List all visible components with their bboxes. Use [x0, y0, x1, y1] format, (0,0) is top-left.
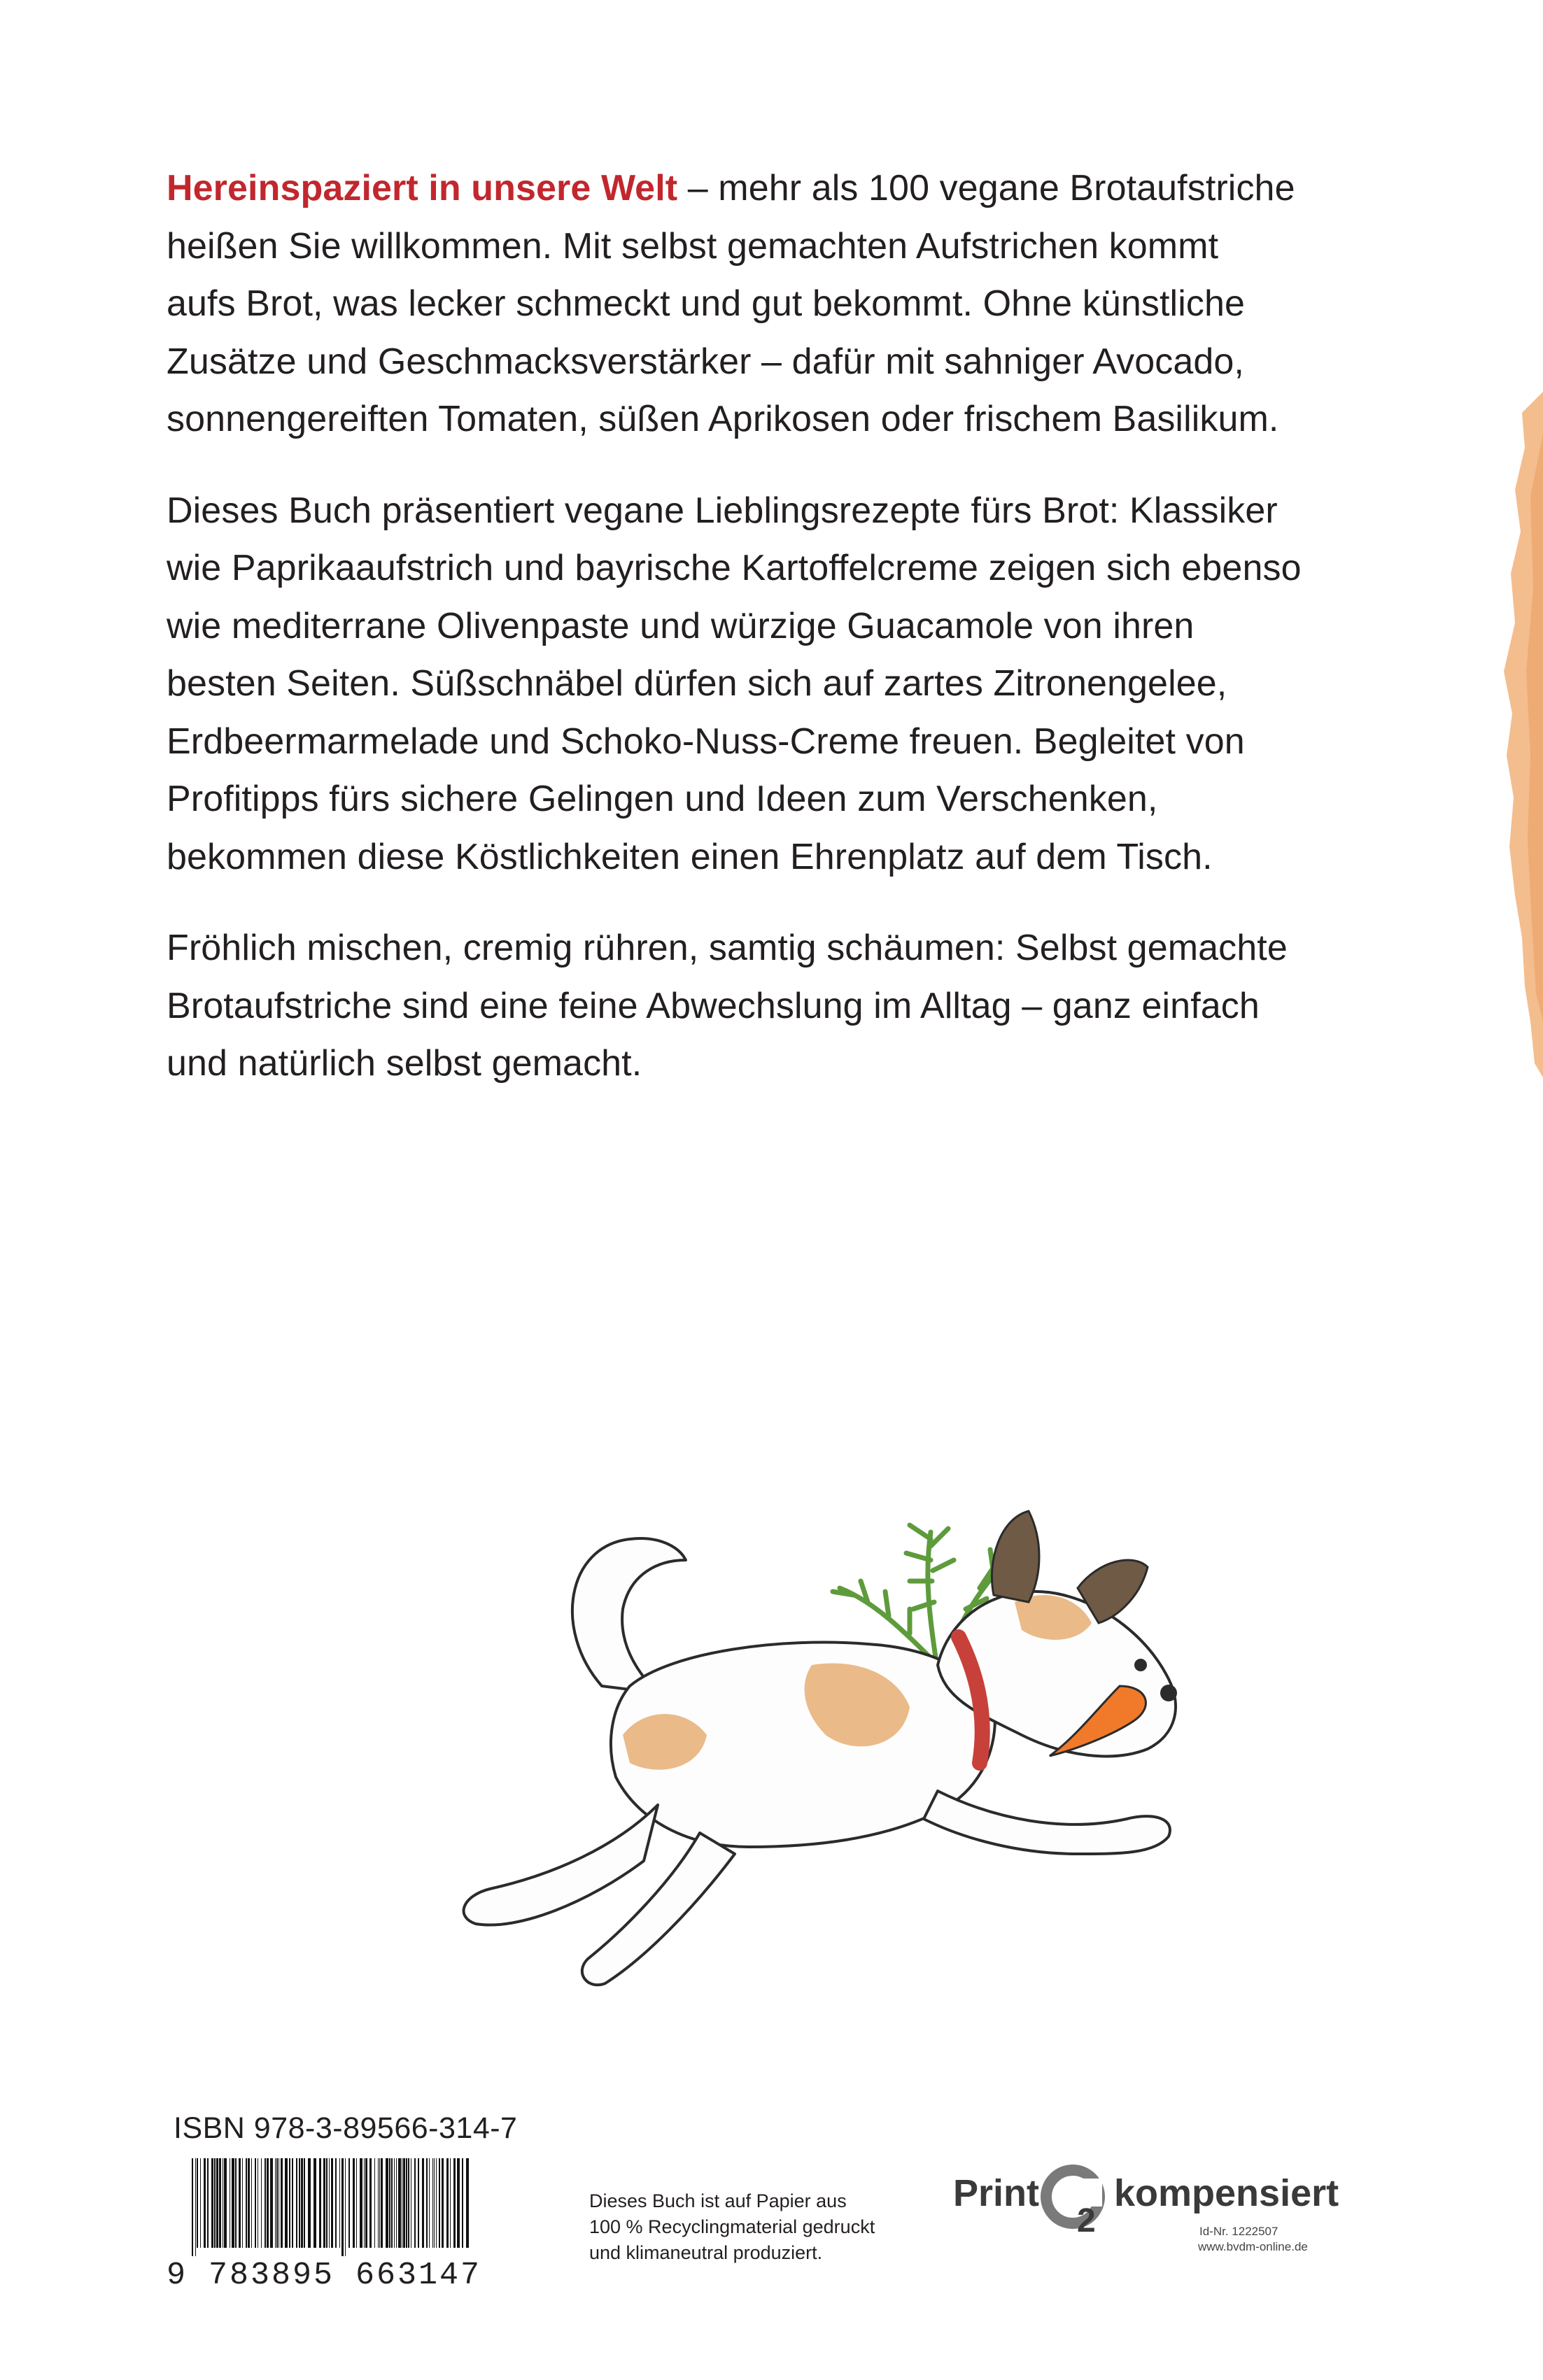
blurb-paragraph-3 [167, 919, 1321, 1093]
barcode-bar [353, 2158, 355, 2248]
barcode-bar [200, 2158, 201, 2248]
barcode-bar [276, 2158, 278, 2248]
blurb-line: wie Paprikaaufstrich und bayrische Kartoffelcreme zeigen sich ebenso [167, 548, 1302, 588]
note-line: Dieses Buch ist auf Papier aus [589, 2190, 847, 2211]
barcode-bar [192, 2158, 193, 2256]
logo-website: www.bvdm-online.de [1198, 2240, 1308, 2253]
barcode-bar [365, 2158, 367, 2248]
barcode-bar [275, 2158, 276, 2248]
barcode-bar [381, 2158, 383, 2248]
barcode-bar [308, 2158, 311, 2248]
barcode-bar [360, 2158, 362, 2248]
blurb-line: besten Seiten. Süßschnäbel dürfen sich auf zartes Zitronengelee, [167, 663, 1227, 704]
barcode-bar [418, 2158, 419, 2248]
barcode-bar [466, 2158, 469, 2248]
barcode-bar [389, 2158, 390, 2248]
barcode-bar [239, 2158, 241, 2248]
barcode-bar [339, 2158, 340, 2248]
barcode-bar [450, 2158, 451, 2248]
barcode-bar [408, 2158, 409, 2248]
co2-icon [1039, 2165, 1109, 2234]
barcode-bar [442, 2158, 444, 2248]
barcode-bar [429, 2158, 430, 2248]
blurb-line: Brotaufstriche sind eine feine Abwechslung im Alltag – ganz einfach [167, 985, 1260, 1026]
blurb-line: – mehr als 100 vegane Brotaufstriche [677, 168, 1295, 208]
barcode-bar [207, 2158, 209, 2248]
barcode-bar [348, 2158, 350, 2248]
blurb-line: Fröhlich mischen, cremig rühren, samtig schäumen: Selbst gemachte [167, 928, 1288, 968]
barcode-bar [369, 2158, 372, 2248]
barcode-bar [261, 2158, 262, 2248]
blurb-paragraph-1 [167, 160, 1321, 448]
barcode-bar [216, 2158, 218, 2248]
barcode-bar [394, 2158, 395, 2248]
barcode-bar [378, 2158, 379, 2248]
back-cover-blurb [167, 160, 1321, 1126]
barcode-bar [434, 2158, 435, 2248]
barcode-bar [453, 2158, 456, 2248]
note-line: 100 % Recyclingmaterial gedruckt [589, 2216, 875, 2237]
barcode-bar [265, 2158, 266, 2248]
logo-id-number: Id-Nr. 1222507 [1199, 2225, 1278, 2238]
barcode-bar [406, 2158, 407, 2248]
barcode-bar [299, 2158, 300, 2248]
barcode-bar [379, 2158, 380, 2248]
barcode-bar [446, 2158, 449, 2248]
barcode-bar [304, 2158, 305, 2248]
barcode-bar [267, 2158, 269, 2248]
barcode-bar [232, 2158, 234, 2248]
barcode-bar [345, 2158, 346, 2256]
barcode-bar [426, 2158, 428, 2248]
barcode-bar [285, 2158, 288, 2248]
barcode-bar [439, 2158, 440, 2248]
barcode-bar [197, 2158, 198, 2248]
barcode-bar [329, 2158, 330, 2248]
blurb-line: Profitipps fürs sichere Gelingen und Ideen zum Verschenken, [167, 779, 1158, 819]
barcode-bar [292, 2158, 293, 2248]
barcode-bar [289, 2158, 290, 2248]
barcode-bar [422, 2158, 424, 2248]
blurb-line: sonnengereiften Tomaten, süßen Aprikosen oder frischem Basilikum. [167, 399, 1279, 439]
blurb-line: aufs Brot, was lecker schmeckt und gut bekommt. Ohne künstliche [167, 283, 1245, 324]
logo-word-print: Print [953, 2172, 1040, 2214]
dog-front-leg [924, 1791, 1170, 1854]
barcode-bar [326, 2158, 327, 2248]
barcode-bar [391, 2158, 393, 2248]
barcode-bar [403, 2158, 405, 2248]
barcode-digits: 9 783895 663147 [167, 2258, 482, 2293]
barcode-bar [356, 2158, 357, 2248]
barcode-bar [414, 2158, 416, 2248]
blurb-line: und natürlich selbst gemacht. [167, 1043, 642, 1084]
barcode-bar [214, 2158, 216, 2248]
dog-back-leg [464, 1805, 658, 1925]
watercolor-splash [1494, 392, 1543, 1077]
print-co2-logo [953, 2160, 1339, 2265]
barcode-bar [301, 2158, 303, 2248]
barcode-bar [319, 2158, 321, 2248]
barcode-bar [398, 2158, 401, 2248]
barcode-bar [296, 2158, 297, 2248]
barcode-bar [323, 2158, 325, 2248]
blurb-line: Zusätze und Geschmacksverstärker – dafür mit sahniger Avocado, [167, 341, 1244, 382]
barcode-bar [204, 2158, 206, 2248]
barcode-bar [457, 2158, 460, 2248]
barcode-bar [195, 2158, 196, 2256]
barcode-bar [219, 2158, 221, 2248]
barcode-bar [386, 2158, 388, 2248]
barcode-bar [270, 2158, 273, 2248]
barcode-bars [190, 2158, 470, 2256]
barcode-bar [242, 2158, 243, 2248]
barcode-bar [255, 2158, 256, 2248]
barcode-bar [235, 2158, 237, 2248]
dog-illustration [448, 1455, 1274, 2001]
note-line: und klimaneutral produziert. [589, 2242, 823, 2263]
barcode-bar [374, 2158, 375, 2248]
blurb-line: wie mediterrane Olivenpaste und würzige Guacamole von ihren [167, 605, 1195, 646]
blurb-line: heißen Sie willkommen. Mit selbst gemachten Aufstrichen kommt [167, 225, 1219, 267]
barcode-bar [248, 2158, 250, 2248]
blurb-line: Dieses Buch präsentiert vegane Lieblingsrezepte fürs Brot: Klassiker [167, 490, 1278, 531]
logo-word-kompensiert: kompensiert [1114, 2172, 1339, 2214]
recycled-paper-note [589, 2188, 883, 2266]
barcode-bar [246, 2158, 247, 2248]
blurb-line: bekommen diese Köstlichkeiten einen Ehrenplatz auf dem Tisch. [167, 836, 1213, 877]
barcode-bar [462, 2158, 463, 2248]
isbn-label: ISBN 978-3-89566-314-7 [174, 2111, 518, 2145]
barcode-bar [331, 2158, 333, 2248]
blurb-paragraph-2 [167, 482, 1321, 886]
barcode-bar [224, 2158, 227, 2248]
barcode-bar [432, 2158, 433, 2248]
co2-subscript: 2 [1077, 2202, 1096, 2234]
barcode-bar [341, 2158, 344, 2256]
barcode-bar [281, 2158, 283, 2248]
barcode-bar [251, 2158, 252, 2248]
barcode [167, 2158, 482, 2298]
blurb-line: Erdbeermarmelade und Schoko-Nuss-Creme freuen. Begleitet von [167, 721, 1245, 762]
barcode-bar [313, 2158, 316, 2248]
barcode-bar [211, 2158, 213, 2248]
barcode-bar [436, 2158, 437, 2248]
barcode-bar [364, 2158, 365, 2248]
blurb-highlight: Hereinspaziert in unsere Welt [167, 168, 678, 208]
barcode-bar [396, 2158, 397, 2248]
barcode-bar [335, 2158, 337, 2248]
